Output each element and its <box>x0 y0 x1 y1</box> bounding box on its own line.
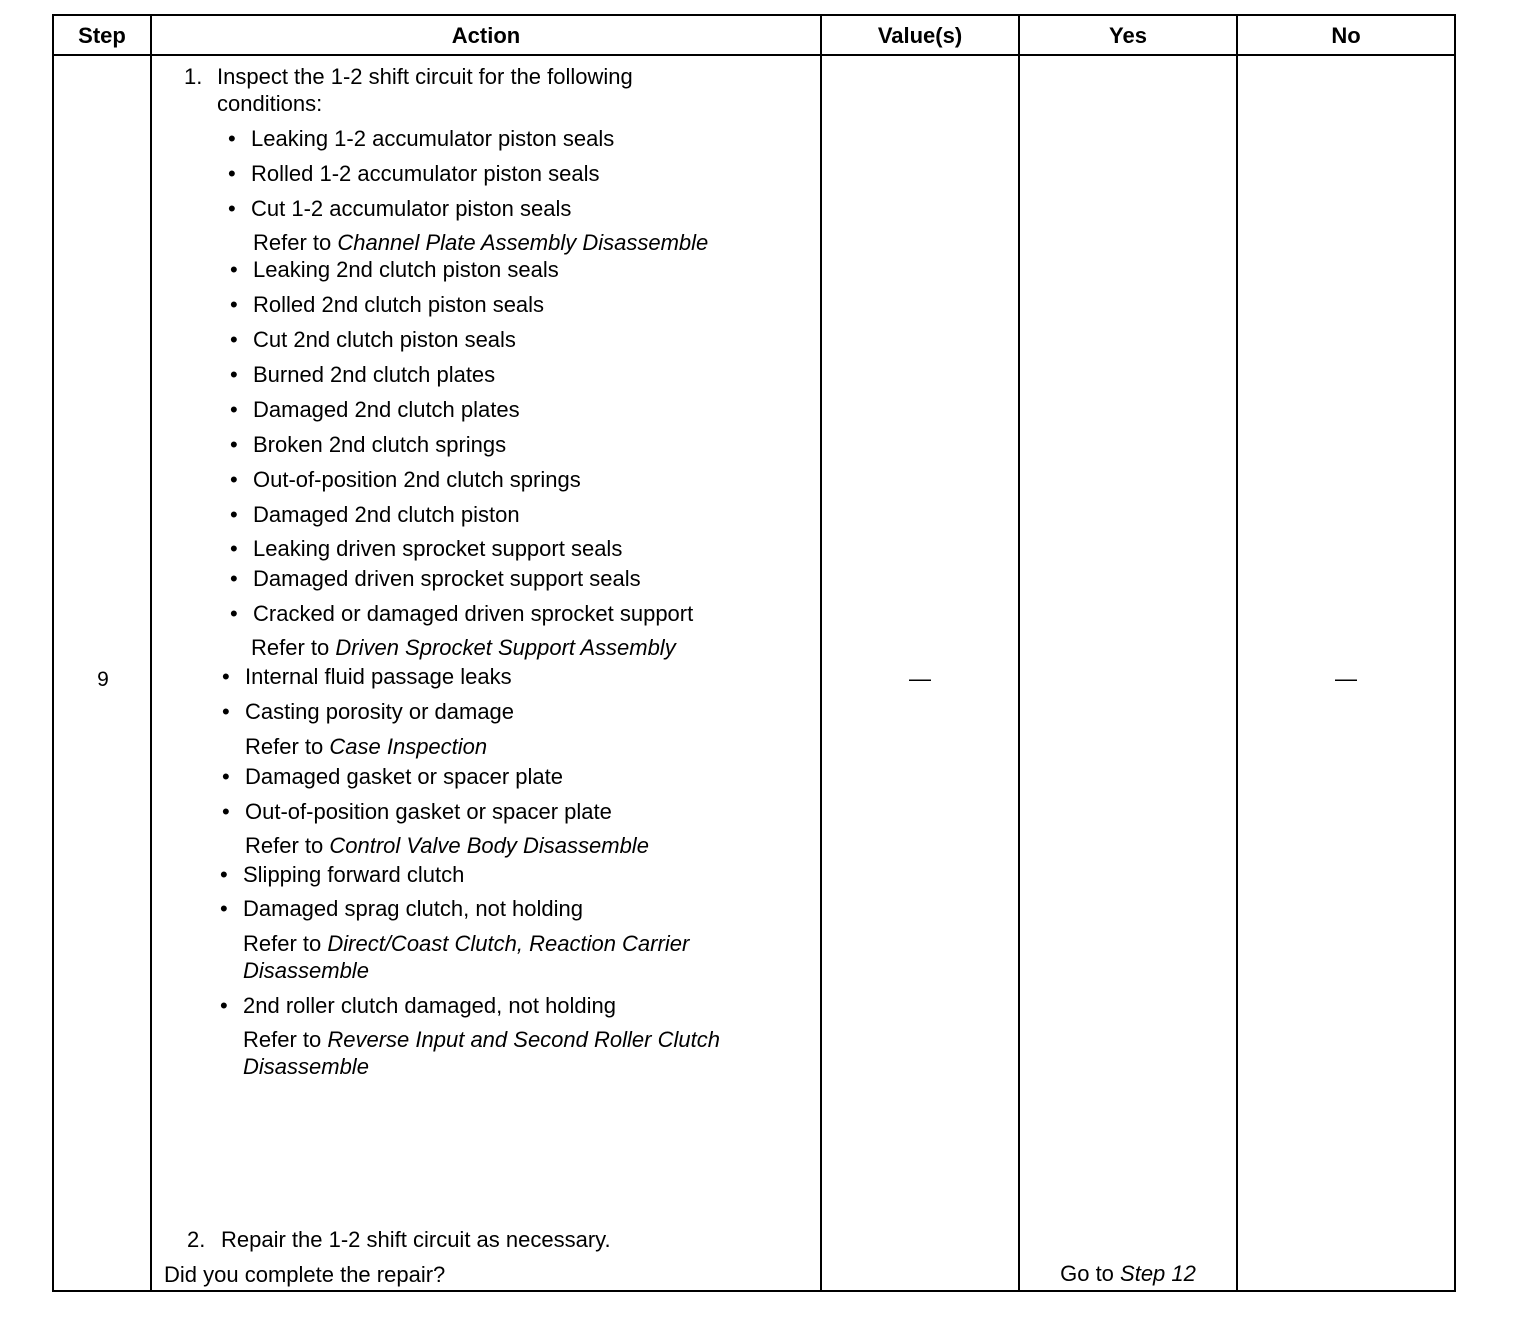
condition-item: Slipping forward clutch <box>243 862 465 887</box>
bullet-icon: • <box>230 467 238 492</box>
bullet-icon: • <box>230 327 238 352</box>
header-step: Step <box>78 23 126 48</box>
condition-item: Damaged driven sprocket support seals <box>253 566 641 591</box>
col-divider <box>820 16 822 1290</box>
refer-link[interactable]: Control Valve Body Disassemble <box>329 833 649 858</box>
col-divider <box>150 16 152 1290</box>
yes-prefix: Go to <box>1060 1261 1121 1286</box>
refer-line <box>253 230 708 256</box>
condition-item: Broken 2nd clutch springs <box>253 432 507 457</box>
condition-item: Leaking 2nd clutch piston seals <box>253 257 559 282</box>
diagnostic-table <box>52 14 1456 1292</box>
question-text: Did you complete the repair? <box>164 1262 446 1287</box>
bullet-icon: • <box>230 536 238 561</box>
col-divider <box>1236 16 1238 1290</box>
bullet-icon: • <box>228 161 236 186</box>
condition-item: Rolled 1-2 accumulator piston seals <box>251 161 600 186</box>
bullet-icon: • <box>230 601 238 626</box>
refer-prefix: Refer to <box>243 1027 328 1052</box>
bullet-icon: • <box>220 862 228 887</box>
condition-item: Damaged gasket or spacer plate <box>245 764 563 789</box>
item-number: 1. <box>184 64 203 89</box>
col-divider <box>1018 16 1020 1290</box>
bullet-icon: • <box>228 196 236 221</box>
bullet-icon: • <box>220 896 228 921</box>
refer-link[interactable]: Reverse Input and Second Roller Clutch <box>327 1027 720 1052</box>
refer-link[interactable]: Driven Sprocket Support Assembly <box>335 635 676 660</box>
item-text: conditions: <box>217 91 323 116</box>
refer-prefix: Refer to <box>245 734 330 759</box>
item-text: Inspect the 1-2 shift circuit for the following <box>217 64 633 89</box>
bullet-icon: • <box>222 699 230 724</box>
step-number: 9 <box>97 668 109 691</box>
bullet-icon: • <box>230 257 238 282</box>
bullet-icon: • <box>230 292 238 317</box>
refer-line-continued: Disassemble <box>243 1054 369 1079</box>
bullet-icon: • <box>230 566 238 591</box>
refer-prefix: Refer to <box>245 833 330 858</box>
bullet-icon: • <box>222 764 230 789</box>
header-values: Value(s) <box>877 23 963 48</box>
bullet-icon: • <box>222 664 230 689</box>
bullet-icon: • <box>230 397 238 422</box>
condition-item: Rolled 2nd clutch piston seals <box>253 292 545 317</box>
no-cell: — <box>1335 666 1357 691</box>
refer-prefix: Refer to <box>253 230 338 255</box>
bullet-icon: • <box>230 362 238 387</box>
yes-step-link[interactable]: Step 12 <box>1120 1261 1196 1286</box>
refer-link[interactable]: Channel Plate Assembly Disassemble <box>337 230 709 255</box>
values-cell: — <box>909 666 931 691</box>
refer-prefix: Refer to <box>251 635 336 660</box>
refer-line <box>245 833 649 859</box>
condition-item: Casting porosity or damage <box>245 699 515 724</box>
header-action: Action <box>451 23 521 48</box>
bullet-icon: • <box>228 126 236 151</box>
condition-item: Damaged sprag clutch, not holding <box>243 896 583 921</box>
condition-item: Cut 2nd clutch piston seals <box>253 327 516 352</box>
bullet-icon: • <box>222 799 230 824</box>
condition-item: Out-of-position gasket or spacer plate <box>245 799 612 824</box>
bullet-icon: • <box>230 502 238 527</box>
condition-item: Burned 2nd clutch plates <box>253 362 496 387</box>
refer-line <box>245 734 487 760</box>
condition-item: Cracked or damaged driven sprocket support <box>253 601 694 626</box>
condition-item: Damaged 2nd clutch piston <box>253 502 520 527</box>
item-number: 2. <box>187 1227 206 1252</box>
header-no: No <box>1331 23 1361 48</box>
bullet-icon: • <box>230 432 238 457</box>
condition-item: 2nd roller clutch damaged, not holding <box>243 993 617 1018</box>
condition-item: Internal fluid passage leaks <box>245 664 512 689</box>
yes-cell <box>1020 1261 1236 1287</box>
refer-link[interactable]: Case Inspection <box>329 734 488 759</box>
condition-item: Leaking 1-2 accumulator piston seals <box>251 126 615 151</box>
refer-link[interactable]: Direct/Coast Clutch, Reaction Carrier <box>327 931 690 956</box>
refer-prefix: Refer to <box>243 931 328 956</box>
condition-item: Damaged 2nd clutch plates <box>253 397 520 422</box>
refer-line <box>251 635 676 661</box>
item-text: Repair the 1-2 shift circuit as necessary. <box>221 1227 611 1252</box>
condition-item: Cut 1-2 accumulator piston seals <box>251 196 572 221</box>
header-yes: Yes <box>1109 23 1147 48</box>
condition-item: Out-of-position 2nd clutch springs <box>253 467 581 492</box>
condition-item: Leaking driven sprocket support seals <box>253 536 623 561</box>
refer-line-continued: Disassemble <box>243 958 369 983</box>
bullet-icon: • <box>220 993 228 1018</box>
refer-line <box>243 1027 720 1053</box>
refer-line <box>243 931 689 957</box>
